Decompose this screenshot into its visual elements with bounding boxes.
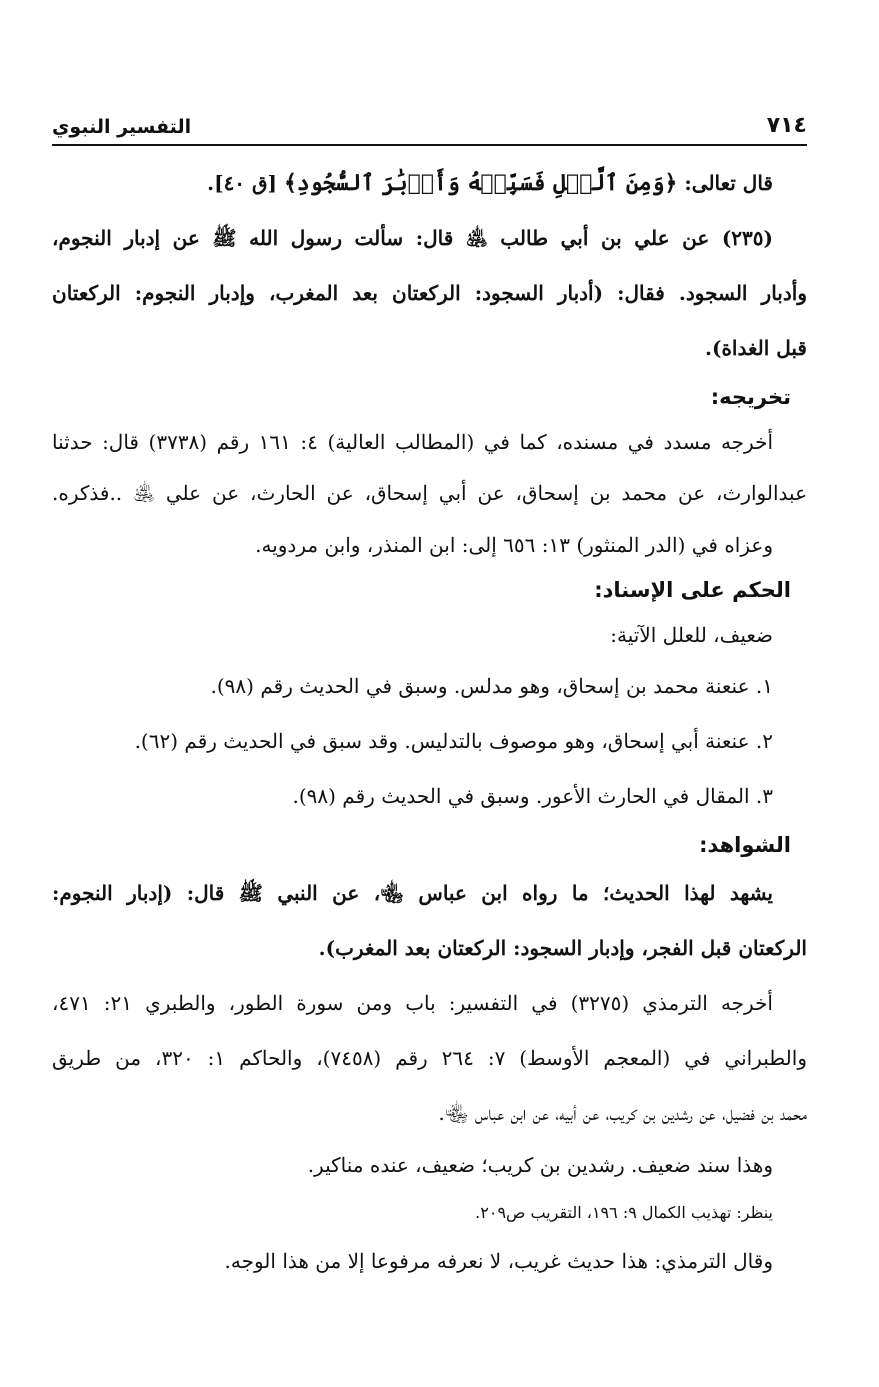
shawahid-line-8: وقال الترمذي: هذا حديث غريب، لا نعرفه مرفوعا إلا من هذا الوجه. [224,1249,773,1273]
takhrij-heading: تخريجه: [710,385,791,409]
hukm-item-3: ٣. المقال في الحارث الأعور. وسبق في الحديث رقم (٩٨). [292,784,773,808]
verse-reference: [ق ٤٠]. [207,171,277,195]
shawahid-line-4: والطبراني في (المعجم الأوسط) ٧: ٢٦٤ رقم (٧٤٥٨)، والحاكم ١: ٣٢٠، من طريق [52,1046,807,1070]
verse-intro: قال تعالى: [684,171,773,195]
shawahid-line-6: وهذا سند ضعيف. رشدين بن كريب؛ ضعيف، عنده مناكير. [307,1153,773,1177]
takhrij-line-2: عبدالوارث، عن محمد بن إسحاق، عن أبي إسحاق، عن الحارث، عن علي ﵁ ..فذكره. [52,481,807,505]
hukm-intro: ضعيف، للعلل الآتية: [610,623,773,647]
shawahid-line-5: محمد بن فضيل، عن رشدين بن كريب، عن أبيه، عن ابن عباس ﵄. [438,1101,807,1125]
running-head [52,108,807,146]
shawahid-line-7: ينظر: تهذيب الكمال ٩: ١٩٦، التقريب ص٢٠٩. [475,1203,773,1222]
shawahid-line-3: أخرجه الترمذي (٣٢٧٥) في التفسير: باب ومن سورة الطور، والطبري ٢١: ٤٧١، [52,991,773,1015]
hadith-line-3: قبل الغداة). [705,336,807,360]
quran-verse-line [52,156,807,211]
shawahid-heading: الشواهد: [699,833,791,857]
hukm-heading: الحكم على الإسناد: [594,578,791,602]
page-number: ٧١٤ [766,113,807,138]
hukm-item-2: ٢. عنعنة أبي إسحاق، وهو موصوف بالتدليس. وقد سبق في الحديث رقم (٦٢). [134,729,773,753]
hadith-line-1: (٢٣٥) عن علي بن أبي طالب ﵁ قال: سألت رسول الله ﷺ عن إدبار النجوم، [52,226,773,250]
shawahid-line-2: الركعتان قبل الفجر، وإدبار السجود: الركعتان بعد المغرب). [318,936,807,960]
takhrij-line-1: أخرجه مسدد في مسنده، كما في (المطالب العالية) ٤: ١٦١ رقم (٣٧٣٨) قال: حدثنا [52,430,774,454]
page-content [52,156,807,1285]
hadith-line-2: وأدبار السجود. فقال: (أدبار السجود: الركعتان بعد المغرب، وإدبار النجوم: الركعتان [52,281,807,305]
takhrij-line-3: وعزاه في (الدر المنثور) ١٣: ٦٥٦ إلى: ابن المنذر، وابن مردويه. [255,533,773,557]
shawahid-line-1: يشهد لهذا الحديث؛ ما رواه ابن عباس ﵄، عن النبي ﷺ قال: (إدبار النجوم: [52,881,773,905]
book-title: التفسير النبوي [52,116,192,138]
quran-text: ﴿وَمِنَ ٱلَّيۡلِ فَسَبِّحۡهُ وَأَدۡبَٰرَ ٱلسُّجُودِ﴾ [283,170,678,196]
book-page [52,108,807,1327]
hukm-item-1: ١. عنعنة محمد بن إسحاق، وهو مدلس. وسبق في الحديث رقم (٩٨). [210,674,773,698]
